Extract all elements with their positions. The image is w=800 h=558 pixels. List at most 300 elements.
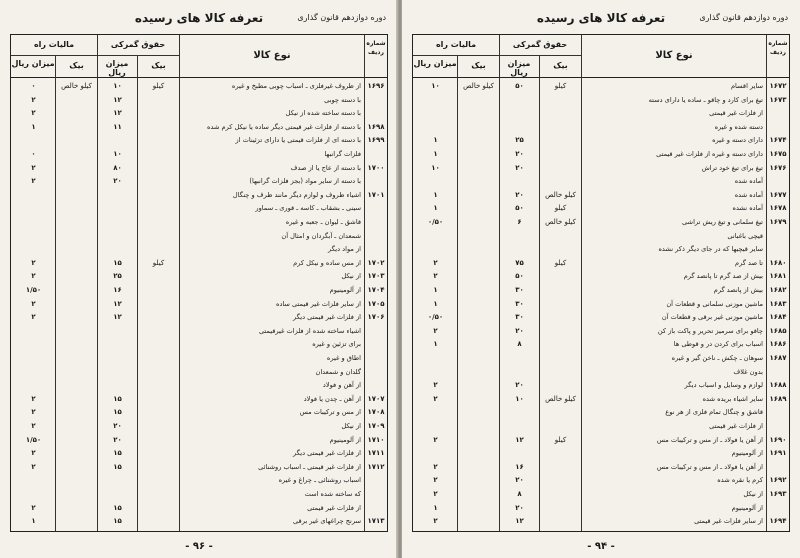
customs-amount	[500, 229, 539, 243]
row-number: ۱۷۱۰	[367, 435, 385, 444]
goods-description: تیغ سلمانی و تیغ ریش تراشی	[682, 218, 763, 226]
table-row	[413, 433, 789, 447]
road-tax-unit	[56, 147, 97, 161]
goods-description: از نیکل	[341, 422, 361, 430]
road-tax-amount: ۲	[31, 394, 36, 403]
row-number: ۱۷۰۵	[367, 299, 385, 308]
goods-description: از فلزات غیر قیمتی دیگر	[293, 313, 361, 322]
road-tax-unit	[56, 514, 97, 528]
left-page	[0, 0, 398, 558]
road-tax-amount: ۲	[31, 408, 36, 417]
road-tax-amount	[414, 365, 457, 379]
table-row	[413, 501, 789, 515]
road-tax-unit	[458, 215, 499, 229]
customs-unit	[138, 161, 179, 175]
road-tax-unit	[458, 501, 499, 515]
row-number	[767, 229, 789, 243]
customs-amount: ۲۰	[515, 381, 524, 390]
customs-amount	[98, 337, 137, 351]
road-tax-amount: ۱۰	[431, 163, 440, 172]
customs-unit	[540, 269, 581, 283]
row-number: ۱۶۹۴	[769, 517, 787, 526]
goods-description: ماشین موزنی سلمانی و قطعات آن	[666, 299, 763, 308]
road-tax-unit	[458, 378, 499, 392]
road-tax-amount: ۰/۵۰	[427, 313, 444, 322]
table-row	[413, 256, 789, 270]
table-row	[413, 161, 789, 175]
table-row	[413, 324, 789, 338]
customs-amount: ۱۵	[113, 503, 122, 512]
header-amount: میزان ریال	[105, 59, 129, 77]
customs-unit: کیلو	[152, 82, 165, 90]
goods-description: دارای دسته و غیره از فلزات غیر قیمتی	[656, 150, 763, 158]
customs-unit	[540, 446, 581, 460]
road-tax-unit	[56, 473, 97, 487]
table-row	[11, 501, 387, 515]
customs-unit	[138, 378, 179, 392]
goods-description: با دسته چوبی	[324, 95, 361, 104]
row-number	[767, 242, 789, 256]
customs-amount: ۱۲	[113, 109, 122, 118]
goods-description: چاقو برای سرمیز تحریر و پاکت باز کن	[657, 326, 763, 335]
table-row	[11, 297, 387, 311]
road-tax-unit	[56, 405, 97, 419]
customs-unit	[540, 378, 581, 392]
goods-description: با دسته ساخته شده از نیکل	[285, 109, 361, 118]
customs-unit	[540, 473, 581, 487]
customs-unit: کیلو خالص	[545, 394, 576, 403]
road-tax-unit	[458, 297, 499, 311]
goods-description: قیچی باغبانی	[727, 231, 763, 240]
road-tax-amount: ۰	[31, 150, 36, 158]
header-amount: میزان ریال	[11, 59, 55, 68]
road-tax-amount	[12, 473, 55, 487]
table-row	[413, 351, 789, 365]
road-tax-amount	[12, 337, 55, 351]
customs-amount	[98, 229, 137, 243]
goods-description: از نیکل	[341, 272, 361, 281]
row-number: ۱۶۹۸	[367, 122, 385, 131]
road-tax-amount: ۲	[31, 163, 36, 172]
road-tax-unit	[56, 378, 97, 392]
road-tax-unit	[458, 514, 499, 528]
table-row	[11, 487, 387, 501]
road-tax-unit	[56, 392, 97, 406]
row-number: ۱۷۱۳	[367, 517, 385, 526]
table-row	[413, 215, 789, 229]
goods-description: آماده نشده	[732, 204, 763, 213]
row-number	[365, 487, 387, 501]
customs-unit	[138, 310, 179, 324]
table-row	[11, 147, 387, 161]
customs-unit	[138, 433, 179, 447]
customs-amount	[98, 365, 137, 379]
goods-description: سایر قیچیها که در جای دیگر ذکر نشده	[658, 245, 763, 254]
customs-unit: کیلو	[554, 204, 567, 213]
table-row	[11, 405, 387, 419]
row-number: ۱۶۸۰	[769, 258, 787, 267]
road-tax-unit	[458, 201, 499, 215]
road-tax-amount: ۱	[433, 204, 438, 213]
row-number: ۱۶۸۸	[769, 381, 787, 390]
road-tax-unit	[56, 256, 97, 270]
table-row	[413, 297, 789, 311]
table-row	[413, 174, 789, 188]
header-unit: بیک	[151, 61, 166, 70]
customs-amount	[500, 120, 539, 134]
right-page	[402, 0, 800, 558]
road-tax-amount	[12, 215, 55, 229]
customs-unit: کیلو	[554, 82, 567, 90]
row-number	[365, 174, 387, 188]
road-tax-amount: ۲	[433, 490, 438, 498]
page-title: تعرفه کالا های رسیده	[536, 11, 666, 25]
goods-description: از سایر فلزات غیر قیمتی	[694, 517, 763, 526]
row-number	[767, 405, 789, 419]
road-tax-amount	[12, 487, 55, 501]
road-tax-unit	[458, 188, 499, 202]
road-tax-amount	[12, 351, 55, 365]
row-number: ۱۶۸۶	[769, 340, 787, 349]
road-tax-unit	[458, 487, 499, 501]
customs-amount: ۱۲	[113, 299, 122, 308]
row-number: ۱۶۹۹	[367, 136, 385, 145]
customs-unit	[138, 106, 179, 120]
table-row	[11, 324, 387, 338]
customs-unit	[540, 324, 581, 338]
goods-description: تا صد گرم	[735, 258, 763, 267]
road-tax-amount: ۲	[433, 394, 438, 403]
customs-amount	[98, 215, 137, 229]
customs-unit	[138, 147, 179, 161]
road-tax-unit	[56, 242, 97, 256]
road-tax-amount: ۲	[433, 476, 438, 485]
row-number: ۱۶۸۵	[769, 326, 787, 335]
table-header	[413, 35, 789, 78]
road-tax-amount	[12, 133, 55, 147]
road-tax-unit	[56, 229, 97, 243]
row-number	[767, 419, 789, 433]
customs-amount: ۲۰	[113, 177, 122, 186]
table-row	[11, 310, 387, 324]
road-tax-amount: ۲	[31, 177, 36, 186]
road-tax-unit	[56, 365, 97, 379]
road-tax-unit	[56, 337, 97, 351]
goods-description: از فلزات غیر قیمتی	[307, 503, 361, 512]
customs-amount	[500, 106, 539, 120]
row-number: ۱۷۰۶	[367, 313, 385, 322]
customs-unit	[138, 365, 179, 379]
road-tax-unit	[56, 501, 97, 515]
table-row	[11, 120, 387, 134]
road-tax-amount: ۲	[433, 326, 438, 335]
road-tax-unit	[458, 256, 499, 270]
road-tax-unit	[56, 297, 97, 311]
customs-amount: ۱۵	[113, 408, 122, 417]
customs-unit	[138, 460, 179, 474]
table-row	[413, 269, 789, 283]
row-number	[365, 324, 387, 338]
table-row	[413, 229, 789, 243]
customs-unit	[138, 419, 179, 433]
customs-unit	[138, 283, 179, 297]
road-tax-unit	[56, 433, 97, 447]
road-tax-unit	[458, 93, 499, 107]
header-goods: نوع کالا	[253, 50, 291, 61]
road-tax-amount: ۱	[433, 190, 438, 199]
customs-amount: ۱۶	[515, 462, 524, 471]
customs-unit	[540, 120, 581, 134]
customs-amount	[500, 365, 539, 379]
customs-unit	[138, 297, 179, 311]
goods-description: با دسته از سایر مواد (بجز فلزات گرانبها)	[249, 177, 361, 186]
goods-description: دارای دسته و غیره	[712, 136, 763, 145]
customs-amount	[500, 242, 539, 256]
table-row	[413, 487, 789, 501]
goods-description: سینی ـ بشقاب ـ کاسه ـ قوری ـ سماور	[255, 204, 361, 213]
row-number	[365, 378, 387, 392]
row-number: ۱۷۰۷	[367, 394, 385, 403]
customs-amount: ۲۰	[113, 422, 122, 430]
customs-amount	[500, 446, 539, 460]
road-tax-unit	[458, 365, 499, 379]
tariff-table	[10, 34, 388, 532]
goods-description: آماده شده	[734, 177, 763, 186]
row-number	[767, 460, 789, 474]
road-tax-unit	[458, 337, 499, 351]
goods-description: از فلزات غیر قیمتی دیگر	[293, 449, 361, 458]
customs-unit	[540, 106, 581, 120]
table-row	[11, 242, 387, 256]
table-row	[11, 133, 387, 147]
row-number	[365, 215, 387, 229]
table-row	[11, 419, 387, 433]
row-number	[365, 473, 387, 487]
customs-unit	[540, 501, 581, 515]
goods-description: از آهن ـ چدن یا فولاد	[303, 394, 361, 403]
header-unit: بیک	[471, 61, 486, 70]
goods-description: سایر اقسام	[730, 82, 763, 90]
table-row	[11, 351, 387, 365]
goods-description: از آلومینیوم	[731, 449, 763, 458]
road-tax-amount: ۲	[433, 272, 438, 281]
goods-description: با دسته از عاج یا از صدف	[290, 163, 361, 172]
goods-description: اسباب روشنائی ـ چراغ و غیره	[278, 476, 361, 485]
page-header	[414, 8, 788, 30]
customs-amount	[500, 405, 539, 419]
road-tax-amount	[12, 365, 55, 379]
table-row	[413, 120, 789, 134]
goods-description: از فلزات غیر قیمتی	[709, 109, 763, 118]
customs-unit	[138, 174, 179, 188]
table-row	[413, 93, 789, 107]
row-number: ۱۶۹۱	[769, 449, 787, 458]
road-tax-unit	[56, 188, 97, 202]
customs-unit	[540, 487, 581, 501]
row-number	[767, 120, 789, 134]
road-tax-amount: ۰	[31, 82, 36, 90]
customs-unit	[540, 460, 581, 474]
goods-description: از آلومینیوم	[329, 435, 361, 444]
table-row	[11, 215, 387, 229]
customs-unit: کیلو خالص	[545, 218, 576, 226]
customs-amount: ۲۰	[515, 476, 524, 485]
road-tax-amount: ۱	[31, 122, 36, 131]
customs-amount: ۳۰	[515, 299, 524, 308]
goods-description: ماشین موزنی غیر برقی و قطعات آن	[661, 313, 763, 322]
goods-description: با دسته از فلزات غیر قیمتی دیگر ساده یا نیکل کرم شده	[206, 122, 361, 131]
road-tax-unit	[458, 460, 499, 474]
row-number: ۱۷۰۴	[367, 286, 385, 294]
road-tax-unit	[458, 433, 499, 447]
goods-description: کرم یا نقره شده	[717, 476, 763, 485]
road-tax-unit	[458, 351, 499, 365]
customs-unit	[540, 297, 581, 311]
road-tax-unit	[56, 120, 97, 134]
table-row	[413, 419, 789, 433]
road-tax-amount: ۲	[31, 449, 36, 458]
goods-description: که ساخته شده است	[304, 490, 361, 498]
road-tax-amount: ۱	[433, 340, 438, 349]
table-row	[11, 256, 387, 270]
table-header	[11, 35, 387, 78]
customs-amount	[500, 419, 539, 433]
road-tax-amount: ۲	[31, 299, 36, 308]
customs-unit	[138, 501, 179, 515]
goods-description: از سایر فلزات غیر قیمتی ساده	[276, 299, 361, 308]
row-number: ۱۷۰۳	[367, 272, 385, 281]
road-tax-unit	[56, 201, 97, 215]
table-row	[413, 378, 789, 392]
customs-amount: ۲۰	[515, 503, 524, 512]
table-row	[413, 133, 789, 147]
goods-description: اطاق و غیره	[326, 354, 361, 362]
road-tax-amount	[414, 351, 457, 365]
table-row	[11, 337, 387, 351]
road-tax-unit	[458, 229, 499, 243]
road-tax-unit: کیلو خالص	[463, 82, 494, 90]
customs-amount: ۵۰	[515, 204, 524, 213]
road-tax-amount: ۱	[433, 299, 438, 308]
goods-description: برای تزئین و غیره	[312, 340, 361, 349]
road-tax-unit	[56, 269, 97, 283]
table-row	[413, 147, 789, 161]
road-tax-amount	[414, 405, 457, 419]
road-tax-unit	[56, 93, 97, 107]
goods-description: از مواد دیگر	[328, 245, 361, 254]
table-row	[11, 229, 387, 243]
row-number: ۱۶۷۷	[769, 190, 787, 199]
table-row	[413, 365, 789, 379]
page-number: - ۹۶ -	[185, 541, 213, 552]
header-row-no: شماره ردیف	[366, 40, 386, 56]
road-tax-amount	[414, 229, 457, 243]
road-tax-amount: ۲	[433, 517, 438, 526]
road-tax-unit	[56, 161, 97, 175]
row-number: ۱۷۱۲	[367, 462, 385, 471]
table-row	[413, 310, 789, 324]
road-tax-amount	[414, 93, 457, 107]
customs-amount: ۲۰	[515, 190, 524, 199]
table-row	[11, 174, 387, 188]
row-number: ۱۶۷۸	[769, 204, 787, 213]
customs-amount: ۱۲	[515, 435, 524, 444]
goods-description: از فلزات غیر قیمتی	[709, 422, 763, 430]
table-row	[11, 392, 387, 406]
customs-unit: کیلو خالص	[545, 190, 576, 199]
customs-amount: ۱۶	[113, 286, 122, 294]
road-tax-amount: ۲	[433, 258, 438, 267]
road-tax-unit	[458, 174, 499, 188]
row-number: ۱۶۹۳	[769, 490, 787, 498]
goods-description: قاشق ـ لیوان ـ جعبه و غیره	[285, 218, 361, 226]
customs-unit	[540, 405, 581, 419]
road-tax-unit	[56, 106, 97, 120]
table-row	[413, 337, 789, 351]
customs-amount: ۱۲	[113, 95, 122, 104]
road-tax-amount: ۱	[433, 286, 438, 294]
customs-amount: ۲۰	[515, 163, 524, 172]
header-customs: حقوق گمرکی	[512, 40, 568, 49]
goods-description: دسته شده و غیره	[714, 122, 763, 131]
customs-unit: کیلو	[554, 258, 567, 267]
table-row	[11, 201, 387, 215]
customs-amount: ۲۰	[515, 326, 524, 335]
table-row	[11, 446, 387, 460]
customs-unit: کیلو	[152, 258, 165, 267]
road-tax-unit	[458, 419, 499, 433]
row-number: ۱۷۰۱	[367, 190, 385, 199]
row-number: ۱۶۹۲	[769, 476, 787, 485]
customs-unit	[138, 215, 179, 229]
customs-unit	[138, 324, 179, 338]
customs-amount: ۱۲	[515, 517, 524, 526]
customs-unit	[138, 392, 179, 406]
row-number: ۱۶۷۴	[769, 136, 787, 145]
table-row	[413, 460, 789, 474]
road-tax-unit	[458, 133, 499, 147]
row-number: ۱۶۹۶	[367, 82, 385, 90]
road-tax-unit	[458, 120, 499, 134]
table-row	[11, 188, 387, 202]
goods-description: از آلومینیوم	[731, 503, 763, 512]
customs-unit	[138, 514, 179, 528]
customs-unit	[540, 242, 581, 256]
customs-unit	[540, 147, 581, 161]
customs-amount: ۱۵	[113, 258, 122, 267]
road-tax-amount	[12, 242, 55, 256]
road-tax-amount: ۱۰	[431, 82, 440, 90]
row-number	[767, 106, 789, 120]
table-row	[11, 378, 387, 392]
customs-unit	[138, 487, 179, 501]
table-row	[413, 473, 789, 487]
header-customs: حقوق گمرکی	[110, 40, 166, 49]
road-tax-amount: ۲	[433, 435, 438, 444]
customs-amount: ۵۰	[515, 272, 524, 281]
customs-amount: ۱۵	[113, 394, 122, 403]
customs-unit	[138, 242, 179, 256]
road-tax-amount: ۱	[433, 503, 438, 512]
row-number: ۱۷۰۸	[367, 408, 385, 417]
table-row	[11, 161, 387, 175]
customs-amount: ۸	[517, 490, 522, 498]
table-row	[413, 79, 789, 93]
goods-description: از آهن و فولاد	[322, 381, 361, 390]
road-tax-unit	[458, 473, 499, 487]
road-tax-amount: ۲	[433, 381, 438, 390]
row-number: ۱۶۸۲	[769, 286, 787, 294]
